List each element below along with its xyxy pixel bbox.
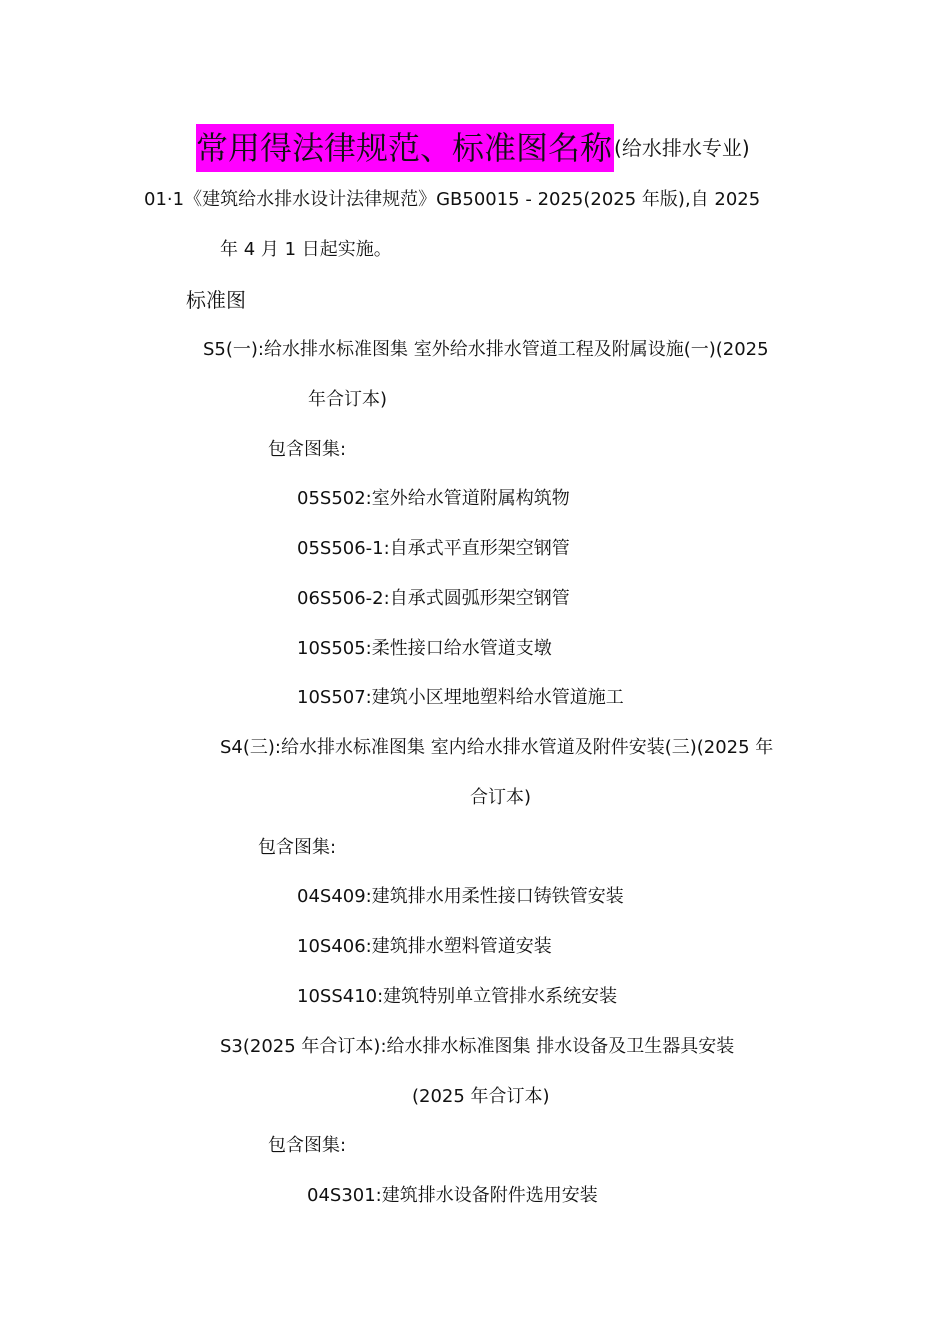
atlas-title-line2: (2025 年合订本) — [412, 1086, 550, 1107]
atlas-item: 05S502:室外给水管道附属构筑物 — [297, 488, 570, 509]
includes-label: 包含图集: — [258, 837, 337, 858]
atlas-item: 10S406:建筑排水塑料管道安装 — [297, 936, 552, 957]
section-heading: 标准图 — [186, 288, 246, 312]
title-main: 常用得法律规范、标准图名称 — [196, 124, 614, 172]
includes-label: 包含图集: — [268, 1135, 347, 1156]
atlas-item: 04S301:建筑排水设备附件选用安装 — [307, 1185, 598, 1206]
atlas-item: 10S505:柔性接口给水管道支墩 — [297, 638, 552, 659]
atlas-item: 10S507:建筑小区埋地塑料给水管道施工 — [297, 687, 624, 708]
title-subtitle: (给水排水专业) — [614, 136, 750, 160]
atlas-item: 10SS410:建筑特别单立管排水系统安装 — [297, 986, 618, 1007]
includes-label: 包含图集: — [268, 439, 347, 460]
document-title — [196, 124, 750, 172]
atlas-item: 05S506-1:自承式平直形架空钢管 — [297, 538, 570, 559]
atlas-item: 06S506-2:自承式圆弧形架空钢管 — [297, 588, 570, 609]
atlas-title-line2: 年合订本) — [308, 389, 388, 410]
atlas-title-line1: S4(三):给水排水标准图集 室内给水排水管道及附件安装(三)(2025 年 — [220, 737, 774, 758]
atlas-title-line1: S5(一):给水排水标准图集 室外给水排水管道工程及附属设施(一)(2025 — [203, 339, 769, 360]
atlas-title-line1: S3(2025 年合订本):给水排水标准图集 排水设备及卫生器具安装 — [220, 1036, 735, 1057]
atlas-item: 04S409:建筑排水用柔性接口铸铁管安装 — [297, 886, 624, 907]
code-reference-line2: 年 4 月 1 日起实施。 — [220, 239, 392, 260]
code-reference-line1: 01·1《建筑给水排水设计法律规范》GB50015 - 2025(2025 年版),自 2025 — [144, 189, 761, 210]
atlas-title-line2: 合订本) — [470, 787, 532, 808]
